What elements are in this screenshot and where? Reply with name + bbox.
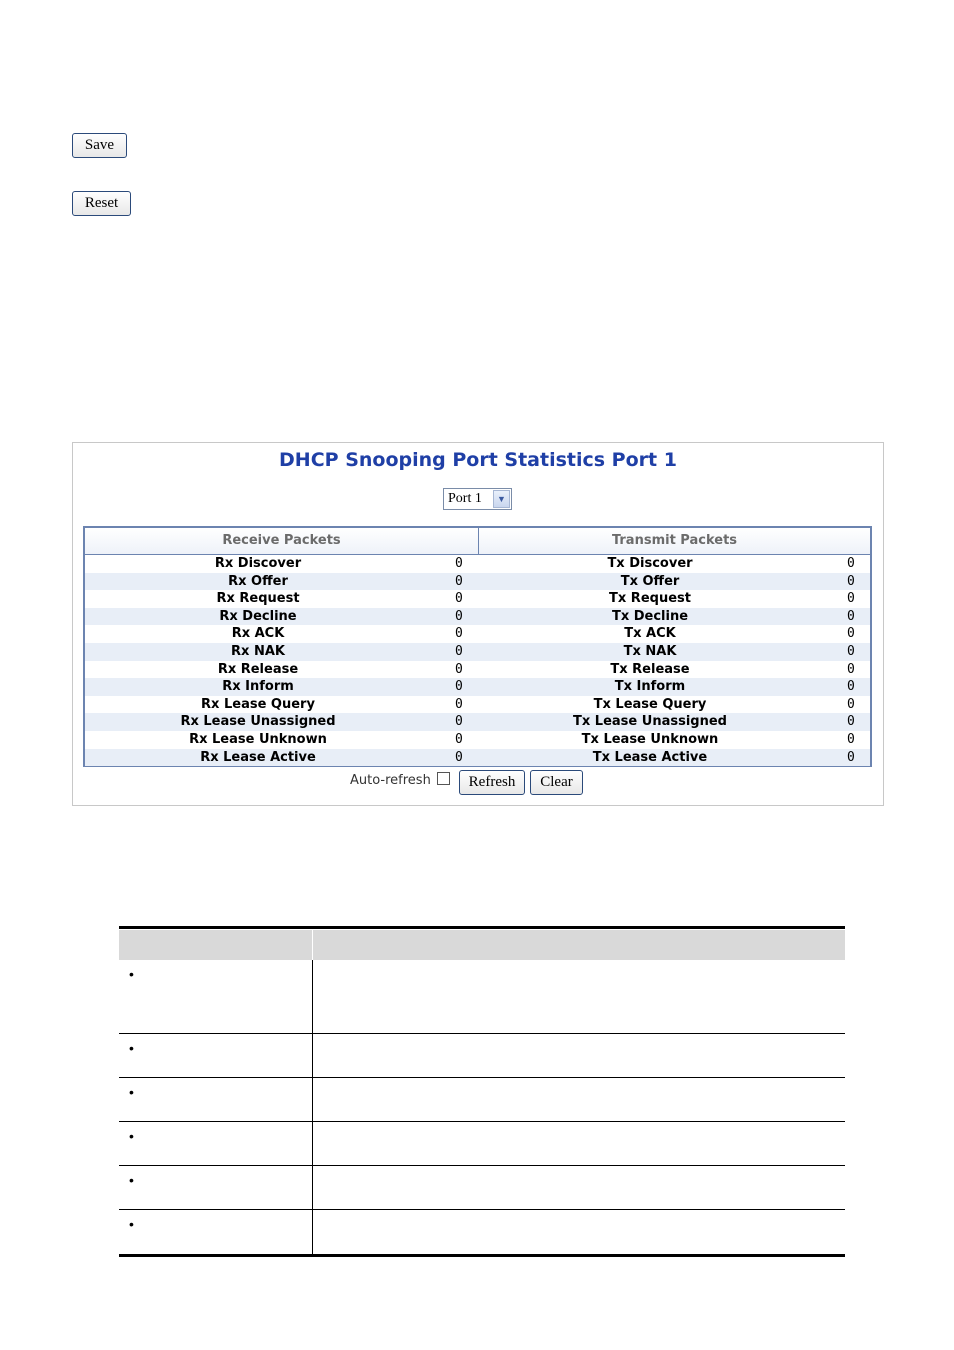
tx-counter-label: Tx Discover: [607, 556, 693, 571]
tx-counter-label: Tx ACK: [624, 626, 676, 642]
tx-counter-label: Tx NAK: [623, 643, 677, 659]
tx-counter-value: 0: [847, 626, 855, 642]
rx-counter-value: 0: [455, 661, 463, 677]
table-row: [85, 555, 870, 573]
table-row: [119, 1078, 845, 1122]
statistics-rows: [85, 555, 870, 766]
tx-counter-value: 0: [847, 643, 855, 659]
table-row: [119, 1122, 845, 1166]
tx-counter-label: Tx Lease Query: [593, 696, 707, 712]
dhcp-snooping-statistics-panel: [72, 442, 884, 806]
port-select-value: Port 1: [448, 491, 482, 506]
tx-counter-label: Tx Lease Unassigned: [573, 714, 727, 730]
bullet-icon: •: [129, 1040, 134, 1056]
table-row: [85, 661, 870, 679]
table-row: [119, 1034, 845, 1078]
table-row: [119, 960, 845, 1034]
transmit-packets-header: Transmit Packets: [611, 533, 738, 548]
rx-counter-label: Rx NAK: [231, 643, 285, 659]
table-row: [85, 573, 870, 591]
table-row: [85, 590, 870, 608]
tx-counter-value: 0: [847, 749, 855, 765]
table-row: [119, 1210, 845, 1254]
rx-counter-value: 0: [455, 626, 463, 642]
rx-counter-label: Rx Inform: [222, 679, 294, 695]
tx-counter-label: Tx Request: [609, 591, 691, 607]
description-table-header: [119, 930, 845, 960]
rx-counter-label: Rx Lease Active: [200, 749, 316, 765]
rx-counter-value: 0: [455, 643, 463, 659]
rx-counter-value: 0: [455, 696, 463, 712]
table-top-rule: [119, 926, 845, 929]
rx-counter-label: Rx Discover: [214, 556, 302, 571]
rx-counter-value: 0: [455, 749, 463, 765]
table-row: [85, 731, 870, 749]
rx-counter-label: Rx Offer: [228, 573, 288, 589]
bullet-icon: •: [129, 1084, 134, 1100]
tx-counter-label: Tx Lease Unknown: [581, 731, 719, 747]
tx-counter-label: Tx Decline: [611, 608, 689, 624]
column-divider: [312, 930, 313, 960]
refresh-button[interactable]: Refresh: [459, 770, 525, 795]
table-row: [85, 678, 870, 696]
table-row: [85, 713, 870, 731]
bullet-icon: •: [129, 1172, 134, 1188]
column-divider: [312, 1166, 313, 1209]
tx-counter-value: 0: [847, 608, 855, 624]
table-row: [119, 1166, 845, 1210]
tx-counter-label: Tx Offer: [620, 573, 680, 589]
tx-counter-label: Tx Lease Active: [592, 749, 708, 765]
rx-counter-label: Rx Lease Unknown: [189, 731, 327, 747]
rx-counter-value: 0: [455, 731, 463, 747]
tx-counter-label: Tx Inform: [614, 679, 686, 695]
table-row: [85, 696, 870, 714]
tx-counter-value: 0: [847, 556, 855, 571]
rx-counter-value: 0: [455, 573, 463, 589]
tx-counter-value: 0: [847, 696, 855, 712]
receive-packets-header: Receive Packets: [222, 533, 341, 548]
tx-counter-value: 0: [847, 591, 855, 607]
rx-counter-value: 0: [455, 556, 463, 571]
statistics-table-header: [85, 528, 870, 555]
statistics-table: [83, 526, 872, 767]
table-bottom-rule: [119, 1254, 845, 1257]
bullet-icon: •: [129, 1216, 134, 1232]
reset-button[interactable]: Reset: [72, 191, 131, 216]
table-row: [85, 749, 870, 767]
rx-counter-value: 0: [455, 679, 463, 695]
rx-counter-label: Rx Lease Unassigned: [180, 714, 336, 730]
rx-counter-label: Rx Decline: [219, 608, 297, 624]
rx-counter-value: 0: [455, 591, 463, 607]
rx-counter-label: Rx Request: [216, 591, 300, 607]
rx-counter-label: Rx Release: [217, 661, 299, 677]
rx-counter-value: 0: [455, 608, 463, 624]
port-select[interactable]: [443, 488, 512, 510]
tx-counter-value: 0: [847, 573, 855, 589]
table-row: [85, 608, 870, 626]
rx-counter-label: Rx ACK: [231, 626, 285, 642]
bullet-icon: •: [129, 1128, 134, 1144]
tx-counter-value: 0: [847, 661, 855, 677]
tx-counter-label: Tx Release: [610, 661, 690, 677]
save-button[interactable]: Save: [72, 133, 127, 158]
column-divider: [312, 1034, 313, 1077]
bullet-icon: •: [129, 966, 134, 982]
column-divider: [312, 1078, 313, 1121]
auto-refresh-checkbox[interactable]: [437, 772, 450, 785]
table-row: [85, 625, 870, 643]
tx-counter-value: 0: [847, 731, 855, 747]
page-title: DHCP Snooping Port Statistics Port 1: [279, 449, 677, 471]
tx-counter-value: 0: [847, 714, 855, 730]
table-row: [85, 643, 870, 661]
tx-counter-value: 0: [847, 679, 855, 695]
column-divider: [312, 1210, 313, 1254]
column-divider: [312, 1122, 313, 1165]
rx-counter-label: Rx Lease Query: [201, 696, 315, 712]
clear-button[interactable]: Clear: [530, 770, 583, 795]
rx-counter-value: 0: [455, 714, 463, 730]
column-divider: [312, 960, 313, 1033]
auto-refresh-label: Auto-refresh: [350, 773, 431, 788]
chevron-down-icon[interactable]: ▼: [493, 490, 510, 508]
